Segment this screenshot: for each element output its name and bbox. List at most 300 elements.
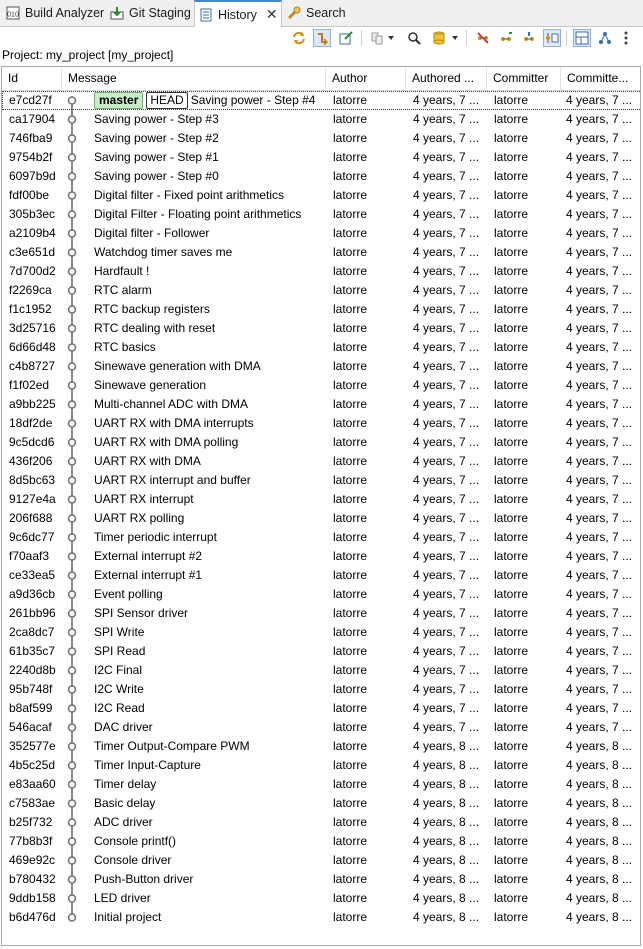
- commit-id: 6d66d48: [9, 340, 56, 354]
- commit-committer: latorre: [494, 834, 529, 848]
- table-row[interactable]: [2, 167, 641, 186]
- commit-committed-date: 4 years, 7 ...: [566, 226, 633, 240]
- commit-committer: latorre: [494, 207, 529, 221]
- commit-id: 206f688: [9, 511, 53, 525]
- table-row[interactable]: [2, 338, 641, 357]
- commit-id: 8d5bc63: [9, 473, 56, 487]
- table-row[interactable]: [2, 870, 641, 889]
- commit-author: latorre: [333, 739, 368, 753]
- commit-committer: latorre: [494, 188, 529, 202]
- commit-id: 2240d8b: [9, 663, 56, 677]
- commit-authored-date: 4 years, 7 ...: [413, 549, 480, 563]
- commit-author: latorre: [333, 549, 368, 563]
- table-row[interactable]: [2, 395, 641, 414]
- column-header-authored[interactable]: Authored ...: [406, 67, 487, 90]
- commit-authored-date: 4 years, 7 ...: [413, 454, 480, 468]
- chevron-down-icon[interactable]: [386, 29, 396, 47]
- commit-author: latorre: [333, 682, 368, 696]
- follow-renames-icon[interactable]: [543, 29, 561, 47]
- table-row[interactable]: [2, 281, 641, 300]
- commit-authored-date: 4 years, 8 ...: [413, 777, 480, 791]
- commit-author: latorre: [333, 321, 368, 335]
- commit-authored-date: 4 years, 7 ...: [413, 530, 480, 544]
- commit-author: latorre: [333, 910, 368, 924]
- commit-committer: latorre: [494, 549, 529, 563]
- commit-committed-date: 4 years, 7 ...: [566, 625, 633, 639]
- table-row[interactable]: [2, 91, 641, 110]
- table-row[interactable]: [2, 604, 641, 623]
- commit-authored-date: 4 years, 8 ...: [413, 758, 480, 772]
- commit-committer: latorre: [494, 150, 529, 164]
- commit-message: Hardfault !: [94, 264, 150, 278]
- commit-author: latorre: [333, 606, 368, 620]
- commit-committer: latorre: [494, 283, 529, 297]
- commit-author: latorre: [333, 302, 368, 316]
- commit-message: Watchdog timer saves me: [94, 245, 233, 259]
- search-icon: [287, 6, 301, 20]
- commit-committed-date: 4 years, 8 ...: [566, 796, 633, 810]
- commit-author: latorre: [333, 93, 368, 107]
- branch-badge: master: [94, 92, 143, 109]
- commit-message: UART RX polling: [94, 511, 185, 525]
- tab-label: Search: [306, 6, 346, 20]
- table-row[interactable]: [2, 110, 641, 129]
- commit-authored-date: 4 years, 7 ...: [413, 188, 480, 202]
- commit-author: latorre: [333, 720, 368, 734]
- table-row[interactable]: [2, 262, 641, 281]
- commit-message: RTC basics: [94, 340, 156, 354]
- commit-message: Initial project: [94, 910, 162, 924]
- table-row[interactable]: [2, 433, 641, 452]
- commit-authored-date: 4 years, 8 ...: [413, 872, 480, 886]
- commit-committer: latorre: [494, 701, 529, 715]
- commit-message: Basic delay: [94, 796, 156, 810]
- commit-committed-date: 4 years, 7 ...: [566, 93, 633, 107]
- commit-committer: latorre: [494, 112, 529, 126]
- commit-message: UART RX interrupt: [94, 492, 194, 506]
- commit-message: RTC backup registers: [94, 302, 210, 316]
- commit-id: c3e651d: [9, 245, 56, 259]
- commit-message: External interrupt #2: [94, 549, 203, 563]
- commit-authored-date: 4 years, 8 ...: [413, 796, 480, 810]
- chevron-down-icon[interactable]: [450, 29, 460, 47]
- table-row[interactable]: [2, 718, 641, 737]
- column-header-id[interactable]: Id: [2, 67, 62, 90]
- commit-committer: latorre: [494, 492, 529, 506]
- commit-id: 4b5c25d: [9, 758, 56, 772]
- commit-id: 746fba9: [9, 131, 53, 145]
- close-icon[interactable]: ✕: [265, 6, 278, 22]
- commit-author: latorre: [333, 378, 368, 392]
- commit-message: UART RX with DMA polling: [94, 435, 239, 449]
- table-row[interactable]: [2, 775, 641, 794]
- commit-message-text: Saving power - Step #4: [190, 93, 316, 107]
- commit-author: latorre: [333, 511, 368, 525]
- commit-authored-date: 4 years, 7 ...: [413, 473, 480, 487]
- tab-history[interactable]: [194, 0, 282, 27]
- commit-committed-date: 4 years, 7 ...: [566, 188, 633, 202]
- table-row[interactable]: [2, 908, 641, 927]
- commit-message: RTC alarm: [94, 283, 152, 297]
- table-row[interactable]: [2, 794, 641, 813]
- commit-message: UART RX with DMA interrupts: [94, 416, 254, 430]
- table-row[interactable]: [2, 509, 641, 528]
- commit-committed-date: 4 years, 7 ...: [566, 321, 633, 335]
- commit-id: f2269ca: [9, 283, 52, 297]
- commit-committed-date: 4 years, 7 ...: [566, 720, 633, 734]
- commit-id: 469e92c: [9, 853, 56, 867]
- table-row[interactable]: [2, 205, 641, 224]
- tab-label: Git Staging: [129, 6, 191, 20]
- commit-committed-date: 4 years, 7 ...: [566, 302, 633, 316]
- commit-committed-date: 4 years, 7 ...: [566, 131, 633, 145]
- commit-committer: latorre: [494, 169, 529, 183]
- commit-author: latorre: [333, 112, 368, 126]
- commit-authored-date: 4 years, 7 ...: [413, 568, 480, 582]
- table-header: [2, 67, 641, 91]
- commit-author: latorre: [333, 207, 368, 221]
- commit-committed-date: 4 years, 7 ...: [566, 473, 633, 487]
- commit-committer: latorre: [494, 777, 529, 791]
- commit-message: Saving power - Step #1: [94, 150, 219, 164]
- commit-committer: latorre: [494, 302, 529, 316]
- commit-authored-date: 4 years, 7 ...: [413, 416, 480, 430]
- commit-authored-date: 4 years, 8 ...: [413, 853, 480, 867]
- table-row[interactable]: [2, 452, 641, 471]
- table-row[interactable]: [2, 186, 641, 205]
- commit-message: Timer Input-Capture: [94, 758, 201, 772]
- commit-committed-date: 4 years, 7 ...: [566, 492, 633, 506]
- commit-authored-date: 4 years, 7 ...: [413, 359, 480, 373]
- commit-committed-date: 4 years, 7 ...: [566, 169, 633, 183]
- commit-message: Digital filter - Fixed point arithmetics: [94, 188, 285, 202]
- commit-authored-date: 4 years, 8 ...: [413, 739, 480, 753]
- commit-committed-date: 4 years, 8 ...: [566, 872, 633, 886]
- commit-committed-date: 4 years, 7 ...: [566, 207, 633, 221]
- commit-id: c4b8727: [9, 359, 56, 373]
- commit-committed-date: 4 years, 7 ...: [566, 568, 633, 582]
- commit-message: SPI Sensor driver: [94, 606, 189, 620]
- commit-committed-date: 4 years, 7 ...: [566, 530, 633, 544]
- commit-author: latorre: [333, 663, 368, 677]
- commit-author: latorre: [333, 644, 368, 658]
- commit-committer: latorre: [494, 872, 529, 886]
- commit-committed-date: 4 years, 7 ...: [566, 663, 633, 677]
- commit-author: latorre: [333, 435, 368, 449]
- column-header-message[interactable]: Message: [62, 67, 326, 90]
- table-row[interactable]: [2, 813, 641, 832]
- commit-author: latorre: [333, 530, 368, 544]
- commit-message: Timer Output-Compare PWM: [94, 739, 250, 753]
- table-row[interactable]: [2, 471, 641, 490]
- commit-id: 7d700d2: [9, 264, 56, 278]
- commit-message: DAC driver: [94, 720, 153, 734]
- commit-author: latorre: [333, 131, 368, 145]
- commit-author: latorre: [333, 473, 368, 487]
- compare-mode-icon[interactable]: [368, 29, 386, 47]
- commit-committer: latorre: [494, 910, 529, 924]
- commit-author: latorre: [333, 701, 368, 715]
- commit-author: latorre: [333, 416, 368, 430]
- svg-text:010: 010: [7, 11, 19, 19]
- table-row[interactable]: [2, 414, 641, 433]
- commit-committed-date: 4 years, 7 ...: [566, 587, 633, 601]
- commit-author: latorre: [333, 359, 368, 373]
- commit-committed-date: 4 years, 8 ...: [566, 815, 633, 829]
- commit-committed-date: 4 years, 7 ...: [566, 340, 633, 354]
- commit-committed-date: 4 years, 8 ...: [566, 910, 633, 924]
- commit-author: latorre: [333, 568, 368, 582]
- commit-committed-date: 4 years, 7 ...: [566, 701, 633, 715]
- commit-committer: latorre: [494, 321, 529, 335]
- commit-author: latorre: [333, 169, 368, 183]
- commit-table: [1, 66, 641, 946]
- head-badge: HEAD: [146, 92, 187, 109]
- commit-id: 61b35c7: [9, 644, 56, 658]
- commit-message: Event polling: [94, 587, 163, 601]
- commit-author: latorre: [333, 150, 368, 164]
- commit-message: Sinewave generation: [94, 378, 207, 392]
- commit-authored-date: 4 years, 7 ...: [413, 226, 480, 240]
- tab-git-staging[interactable]: [106, 0, 195, 26]
- commit-committed-date: 4 years, 7 ...: [566, 283, 633, 297]
- commit-authored-date: 4 years, 7 ...: [413, 93, 480, 107]
- commit-author: latorre: [333, 758, 368, 772]
- commit-author: latorre: [333, 245, 368, 259]
- commit-authored-date: 4 years, 7 ...: [413, 131, 480, 145]
- commit-committer: latorre: [494, 226, 529, 240]
- table-row[interactable]: [2, 528, 641, 547]
- show-additional-refs-icon[interactable]: [497, 29, 515, 47]
- commit-author: latorre: [333, 587, 368, 601]
- table-row[interactable]: [2, 490, 641, 509]
- commit-committed-date: 4 years, 7 ...: [566, 454, 633, 468]
- commit-committed-date: 4 years, 7 ...: [566, 264, 633, 278]
- table-row[interactable]: [2, 661, 641, 680]
- history-toolbar: [0, 27, 643, 49]
- open-editor-icon[interactable]: [337, 29, 355, 47]
- commit-message: Push-Button driver: [94, 872, 194, 886]
- commit-committed-date: 4 years, 7 ...: [566, 435, 633, 449]
- table-row[interactable]: [2, 680, 641, 699]
- commit-message: Multi-channel ADC with DMA: [94, 397, 249, 411]
- commit-committer: latorre: [494, 663, 529, 677]
- table-row[interactable]: [2, 889, 641, 908]
- table-row[interactable]: [2, 851, 641, 870]
- commit-id: 9c5dcd6: [9, 435, 55, 449]
- find-icon[interactable]: [405, 29, 423, 47]
- commit-id: b8af599: [9, 701, 53, 715]
- refresh-icon[interactable]: [290, 29, 308, 47]
- commit-committer: latorre: [494, 625, 529, 639]
- commit-message: Console printf(): [94, 834, 177, 848]
- commit-authored-date: 4 years, 7 ...: [413, 245, 480, 259]
- table-row[interactable]: [2, 642, 641, 661]
- commit-committed-date: 4 years, 7 ...: [566, 112, 633, 126]
- build-analyzer-icon: [6, 6, 20, 20]
- commit-committer: latorre: [494, 853, 529, 867]
- table-row[interactable]: [2, 699, 641, 718]
- table-row[interactable]: [2, 547, 641, 566]
- commit-id: 18df2de: [9, 416, 53, 430]
- commit-authored-date: 4 years, 7 ...: [413, 112, 480, 126]
- commit-committer: latorre: [494, 511, 529, 525]
- commit-authored-date: 4 years, 7 ...: [413, 340, 480, 354]
- view-menu-icon[interactable]: [620, 29, 632, 47]
- table-row[interactable]: [2, 585, 641, 604]
- commit-authored-date: 4 years, 7 ...: [413, 587, 480, 601]
- commit-id: 77b8b3f: [9, 834, 53, 848]
- commit-message: LED driver: [94, 891, 151, 905]
- commit-message: [94, 91, 326, 110]
- link-selection-icon[interactable]: [313, 29, 331, 47]
- commit-author: latorre: [333, 397, 368, 411]
- commit-authored-date: 4 years, 7 ...: [413, 321, 480, 335]
- table-row[interactable]: [2, 224, 641, 243]
- commit-authored-date: 4 years, 7 ...: [413, 682, 480, 696]
- commit-id: 9c6dc77: [9, 530, 55, 544]
- commit-committer: latorre: [494, 587, 529, 601]
- commit-message: Saving power - Step #3: [94, 112, 219, 126]
- tab-build-analyzer[interactable]: [2, 0, 108, 26]
- commit-authored-date: 4 years, 7 ...: [413, 606, 480, 620]
- table-row[interactable]: [2, 319, 641, 338]
- commit-author: latorre: [333, 492, 368, 506]
- commit-author: latorre: [333, 226, 368, 240]
- commit-message: I2C Final: [94, 663, 143, 677]
- commit-authored-date: 4 years, 7 ...: [413, 511, 480, 525]
- commit-committer: latorre: [494, 815, 529, 829]
- commit-id: f1f02ed: [9, 378, 50, 392]
- commit-id: f1c1952: [9, 302, 52, 316]
- project-label: Project: my_project [my_project]: [2, 48, 174, 62]
- commit-author: latorre: [333, 264, 368, 278]
- commit-id: ce33ea5: [9, 568, 56, 582]
- layout-icon[interactable]: [573, 29, 591, 47]
- table-row[interactable]: [2, 376, 641, 395]
- commit-committer: latorre: [494, 606, 529, 620]
- commit-id: b25f732: [9, 815, 53, 829]
- commit-message: Timer periodic interrupt: [94, 530, 217, 544]
- table-row[interactable]: [2, 832, 641, 851]
- commit-committed-date: 4 years, 8 ...: [566, 891, 633, 905]
- commit-message: UART RX with DMA: [94, 454, 201, 468]
- commit-authored-date: 4 years, 7 ...: [413, 720, 480, 734]
- table-row[interactable]: [2, 566, 641, 585]
- commit-id: 261bb96: [9, 606, 56, 620]
- commit-authored-date: 4 years, 7 ...: [413, 701, 480, 715]
- commit-id: b6d476d: [9, 910, 56, 924]
- commit-authored-date: 4 years, 8 ...: [413, 834, 480, 848]
- commit-author: latorre: [333, 454, 368, 468]
- commit-message: SPI Read: [94, 644, 146, 658]
- commit-id: ca17904: [9, 112, 56, 126]
- table-row[interactable]: [2, 243, 641, 262]
- commit-committer: latorre: [494, 473, 529, 487]
- commit-id: c7583ae: [9, 796, 56, 810]
- commit-committed-date: 4 years, 7 ...: [566, 359, 633, 373]
- commit-committed-date: 4 years, 8 ...: [566, 777, 633, 791]
- commit-author: latorre: [333, 796, 368, 810]
- commit-id: 305b3ec: [9, 207, 56, 221]
- commit-authored-date: 4 years, 7 ...: [413, 625, 480, 639]
- commit-committed-date: 4 years, 7 ...: [566, 606, 633, 620]
- commit-id: 3d25716: [9, 321, 56, 335]
- commit-committer: latorre: [494, 93, 529, 107]
- commit-committer: latorre: [494, 891, 529, 905]
- table-row[interactable]: [2, 148, 641, 167]
- commit-authored-date: 4 years, 7 ...: [413, 435, 480, 449]
- commit-committer: latorre: [494, 568, 529, 582]
- commit-committed-date: 4 years, 7 ...: [566, 245, 633, 259]
- commit-message: RTC dealing with reset: [94, 321, 216, 335]
- commit-id: f70aaf3: [9, 549, 50, 563]
- commit-message: Timer delay: [94, 777, 157, 791]
- commit-committed-date: 4 years, 7 ...: [566, 397, 633, 411]
- commit-message: Saving power - Step #2: [94, 131, 219, 145]
- commit-authored-date: 4 years, 8 ...: [413, 910, 480, 924]
- table-row[interactable]: [2, 756, 641, 775]
- repository-filter-icon[interactable]: [430, 29, 448, 47]
- commit-committer: latorre: [494, 682, 529, 696]
- history-icon: [199, 8, 213, 22]
- branch-graph-icon[interactable]: [596, 29, 614, 47]
- commit-committed-date: 4 years, 8 ...: [566, 758, 633, 772]
- commit-committed-date: 4 years, 8 ...: [566, 739, 633, 753]
- commit-authored-date: 4 years, 8 ...: [413, 891, 480, 905]
- show-all-branches-icon[interactable]: [474, 29, 492, 47]
- commit-committed-date: 4 years, 7 ...: [566, 682, 633, 696]
- show-notes-icon[interactable]: [520, 29, 538, 47]
- commit-authored-date: 4 years, 7 ...: [413, 397, 480, 411]
- commit-committer: latorre: [494, 359, 529, 373]
- commit-message: UART RX interrupt and buffer: [94, 473, 251, 487]
- table-row[interactable]: [2, 623, 641, 642]
- git-staging-icon: [110, 6, 124, 20]
- commit-id: 95b748f: [9, 682, 53, 696]
- column-header-committed[interactable]: Committe...: [567, 71, 629, 85]
- commit-message: I2C Write: [94, 682, 144, 696]
- column-header-committer[interactable]: Committer: [487, 67, 561, 90]
- commit-author: latorre: [333, 188, 368, 202]
- commit-committed-date: 4 years, 7 ...: [566, 549, 633, 563]
- commit-authored-date: 4 years, 7 ...: [413, 207, 480, 221]
- commit-message: ADC driver: [94, 815, 153, 829]
- commit-committer: latorre: [494, 378, 529, 392]
- commit-committer: latorre: [494, 340, 529, 354]
- commit-committer: latorre: [494, 416, 529, 430]
- commit-author: latorre: [333, 283, 368, 297]
- commit-authored-date: 4 years, 7 ...: [413, 264, 480, 278]
- commit-author: latorre: [333, 872, 368, 886]
- table-row[interactable]: [2, 737, 641, 756]
- tab-search[interactable]: [283, 0, 350, 26]
- commit-id: 9ddb158: [9, 891, 56, 905]
- commit-committed-date: 4 years, 8 ...: [566, 853, 633, 867]
- view-tab-bar: [0, 0, 643, 27]
- commit-committed-date: 4 years, 7 ...: [566, 511, 633, 525]
- commit-message: Console driver: [94, 853, 172, 867]
- tab-label: Build Analyzer: [25, 6, 105, 20]
- column-header-author[interactable]: Author: [326, 67, 406, 90]
- table-row[interactable]: [2, 129, 641, 148]
- commit-id: 9754b2f: [9, 150, 53, 164]
- table-row[interactable]: [2, 357, 641, 376]
- commit-committer: latorre: [494, 454, 529, 468]
- commit-committer: latorre: [494, 245, 529, 259]
- commit-author: latorre: [333, 853, 368, 867]
- table-row[interactable]: [2, 300, 641, 319]
